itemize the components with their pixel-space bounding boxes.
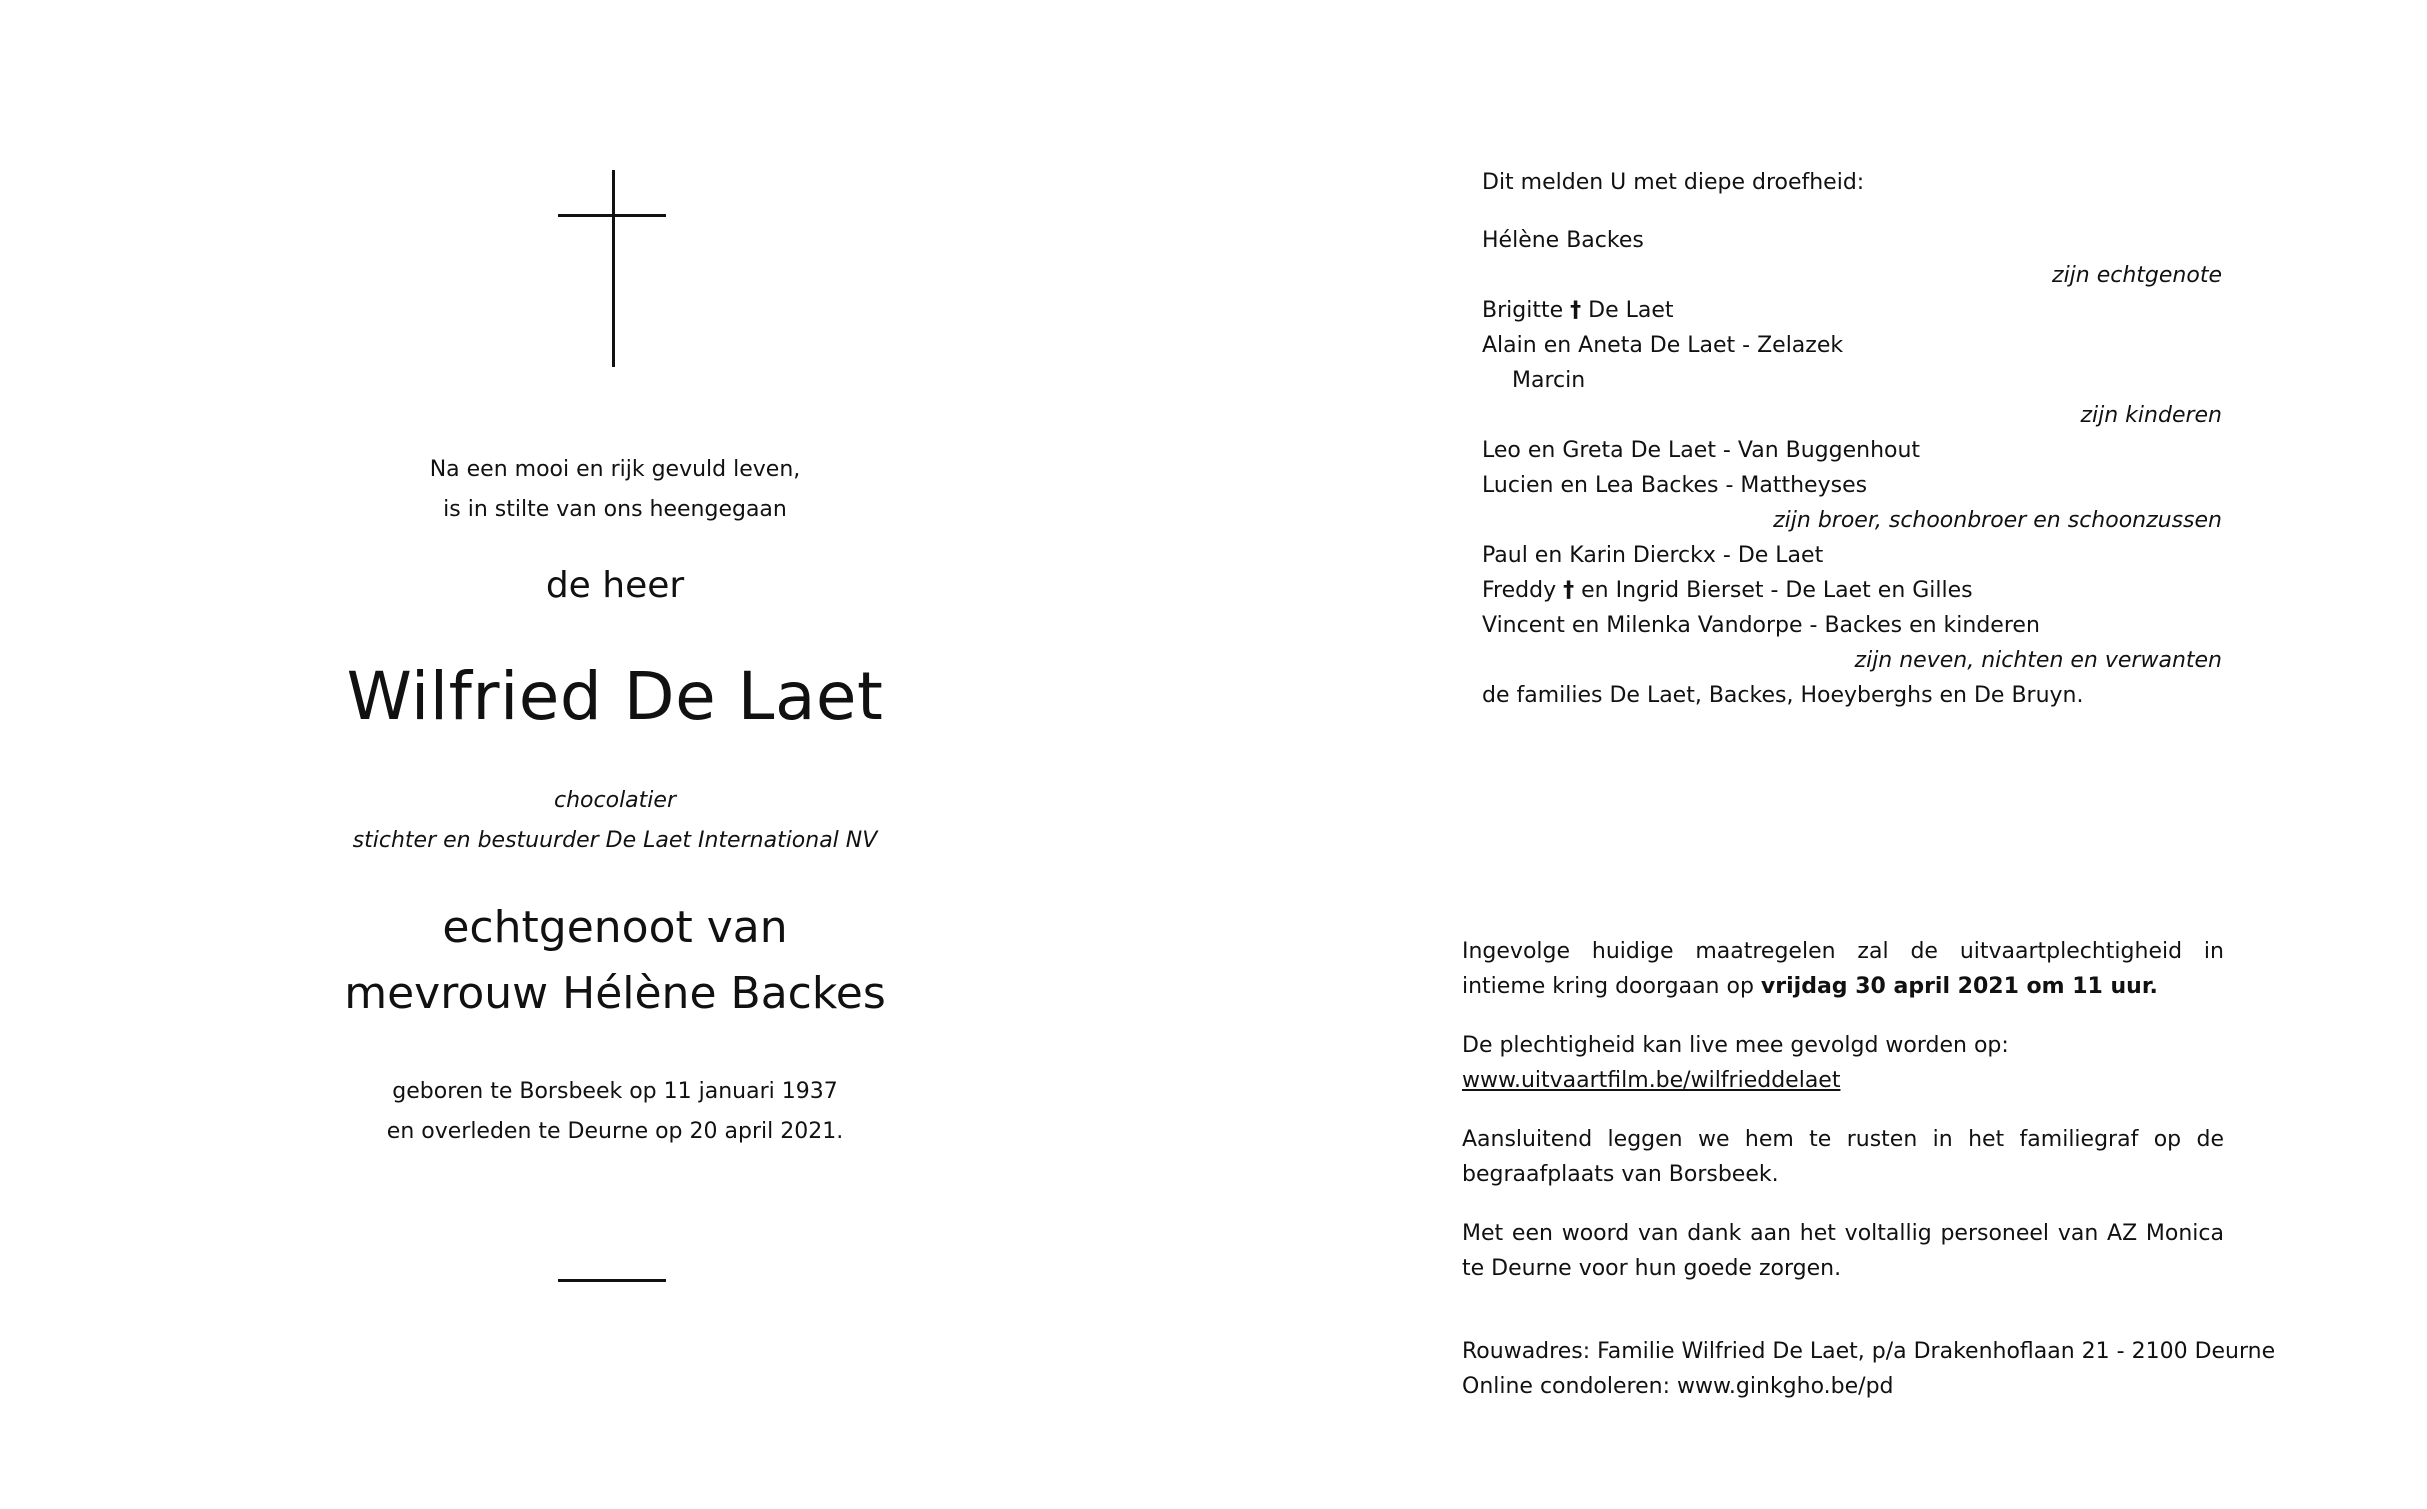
thanks-paragraph: Met een woord van dank aan het voltallig personeel van AZ Monica te Deurne voor hun goede zorgen. [1462, 1221, 2224, 1281]
spouse-line-2: mevrouw Hélène Backes [344, 968, 886, 1019]
cross-icon [612, 170, 615, 367]
honorific: de heer [545, 565, 685, 606]
role-siblings: zijn broer, schoonbroer en schoonzussen [1773, 508, 2222, 533]
role-nephews: zijn neven, nichten en verwanten [1854, 648, 2222, 673]
ceremony-paragraph [1462, 934, 2224, 1004]
mourner-lucien: Lucien en Lea Backes - Mattheyses [1482, 473, 1868, 498]
mourners-list [1482, 165, 2222, 713]
intro-line-1: Na een mooi en rijk gevuld leven, [429, 457, 801, 482]
mourners-heading: Dit melden U met diepe droefheid: [1482, 170, 1865, 195]
mourner-freddy-first: Freddy [1482, 578, 1557, 603]
intro-text [310, 450, 920, 530]
mourner-leo: Leo en Greta De Laet - Van Buggenhout [1482, 438, 1921, 463]
mourner-brigitte-first: Brigitte [1482, 298, 1564, 323]
role-children: zijn kinderen [2080, 403, 2222, 428]
professions [310, 781, 920, 861]
mourner-paul: Paul en Karin Dierckx - De Laet [1482, 543, 1824, 568]
livestream-link[interactable]: www.uitvaartfilm.be/wilfrieddelaet [1462, 1068, 1841, 1093]
mourner-alain: Alain en Aneta De Laet - Zelazek [1482, 333, 1844, 358]
ceremony-date: vrijdag 30 april 2021 om 11 uur. [1760, 974, 2158, 999]
deceased-cross-icon: † [1570, 298, 1582, 323]
contact-info [1462, 1334, 2276, 1404]
ceremony-info [1462, 934, 2224, 1310]
deceased-cross-icon: † [1563, 578, 1575, 603]
mourner-freddy-rest: en Ingrid Bierset - De Laet en Gilles [1581, 578, 1973, 603]
livestream-paragraph [1462, 1028, 2224, 1098]
profession-2: stichter en bestuurder De Laet International NV [352, 828, 878, 853]
online-condolences: Online condoleren: www.ginkgho.be/pd [1462, 1374, 1894, 1399]
death-line: en overleden te Deurne op 20 april 2021. [386, 1119, 844, 1144]
birth-line: geboren te Borsbeek op 11 januari 1937 [392, 1079, 838, 1104]
mourner-freddy [1482, 573, 2222, 608]
mourner-spouse: Hélène Backes [1482, 228, 1644, 253]
mourner-brigitte-last: De Laet [1588, 298, 1674, 323]
mourner-families: de families De Laet, Backes, Hoeyberghs en De Bruyn. [1482, 683, 2084, 708]
profession-1: chocolatier [554, 788, 676, 813]
cross-icon-bar [558, 214, 666, 217]
mourner-marcin: Marcin [1512, 368, 1586, 393]
livestream-text: De plechtigheid kan live mee gevolgd worden op: [1462, 1033, 2009, 1058]
intro-line-2: is in stilte van ons heengegaan [443, 497, 787, 522]
role-spouse: zijn echtgenote [2052, 263, 2222, 288]
ceremony-text: Ingevolge huidige maatregelen zal de uitvaartplechtigheid in intieme kring doorgaan op [1462, 939, 2224, 999]
spouse-line-1: echtgenoot van [442, 902, 788, 953]
left-panel [310, 0, 920, 1509]
burial-paragraph: Aansluitend leggen we hem te rusten in het familiegraf op de begraafplaats van Borsbeek. [1462, 1127, 2224, 1187]
life-dates [310, 1072, 920, 1152]
deceased-name: Wilfried De Laet [346, 658, 884, 735]
mourner-vincent: Vincent en Milenka Vandorpe - Backes en kinderen [1482, 613, 2040, 638]
divider [558, 1279, 666, 1282]
spouse-of [310, 895, 920, 1027]
mourner-brigitte [1482, 293, 2222, 328]
mourning-address: Rouwadres: Familie Wilfried De Laet, p/a Drakenhoflaan 21 - 2100 Deurne [1462, 1339, 2276, 1364]
